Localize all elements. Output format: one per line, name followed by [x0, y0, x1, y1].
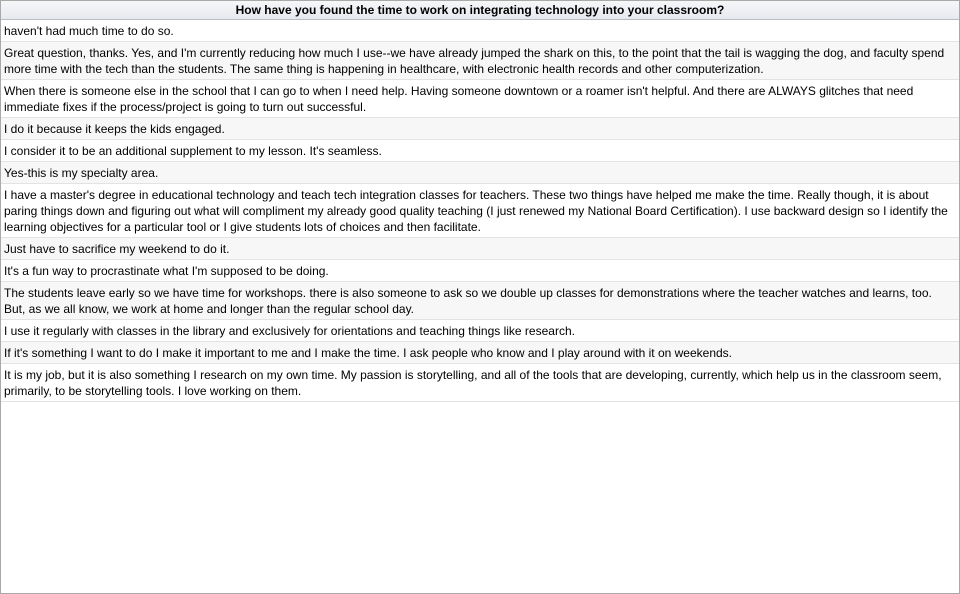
- table-row[interactable]: The students leave early so we have time for workshops. there is also someone to ask so we double up classes for demonstrations where the teacher watches and learns, too. But, as we all know, we work at home and longer than the regular school day.: [1, 282, 959, 320]
- table-row[interactable]: Just have to sacrifice my weekend to do it.: [1, 238, 959, 260]
- table-row[interactable]: Yes-this is my specialty area.: [1, 162, 959, 184]
- table-row[interactable]: I use it regularly with classes in the library and exclusively for orientations and teaching things like research.: [1, 320, 959, 342]
- table-row[interactable]: Great question, thanks. Yes, and I'm currently reducing how much I use--we have already jumped the shark on this, to the point that the tail is wagging the dog, and faculty spend more time with the tech than the students. The same thing is happening in healthcare, with electronic health records and other computerization.: [1, 42, 959, 80]
- table-row[interactable]: I do it because it keeps the kids engaged.: [1, 118, 959, 140]
- column-header[interactable]: How have you found the time to work on integrating technology into your classroom?: [1, 1, 959, 20]
- table-row[interactable]: I have a master's degree in educational technology and teach tech integration classes for teachers. These two things have helped me make the time. Really though, it is about paring things down and figuring out what will compliment my already good quality teaching (I just renewed my National Board Certification). I use backward design so I identify the learning objectives for a particular tool or I give students lots of choices and then facilitate.: [1, 184, 959, 238]
- table-row[interactable]: I consider it to be an additional supplement to my lesson. It's seamless.: [1, 140, 959, 162]
- table-row[interactable]: It is my job, but it is also something I research on my own time. My passion is storytelling, and all of the tools that are developing, currently, which help us in the classroom seem, primarily, to be storytelling tools. I love working on them.: [1, 364, 959, 402]
- table-row[interactable]: When there is someone else in the school that I can go to when I need help. Having someone downtown or a roamer isn't helpful. And there are ALWAYS glitches that need immediate fixes if the process/project is going to turn out successful.: [1, 80, 959, 118]
- table-row[interactable]: haven't had much time to do so.: [1, 20, 959, 42]
- table-row[interactable]: It's a fun way to procrastinate what I'm supposed to be doing.: [1, 260, 959, 282]
- table-row[interactable]: If it's something I want to do I make it important to me and I make the time. I ask people who know and I play around with it on weekends.: [1, 342, 959, 364]
- response-list: [1, 20, 959, 402]
